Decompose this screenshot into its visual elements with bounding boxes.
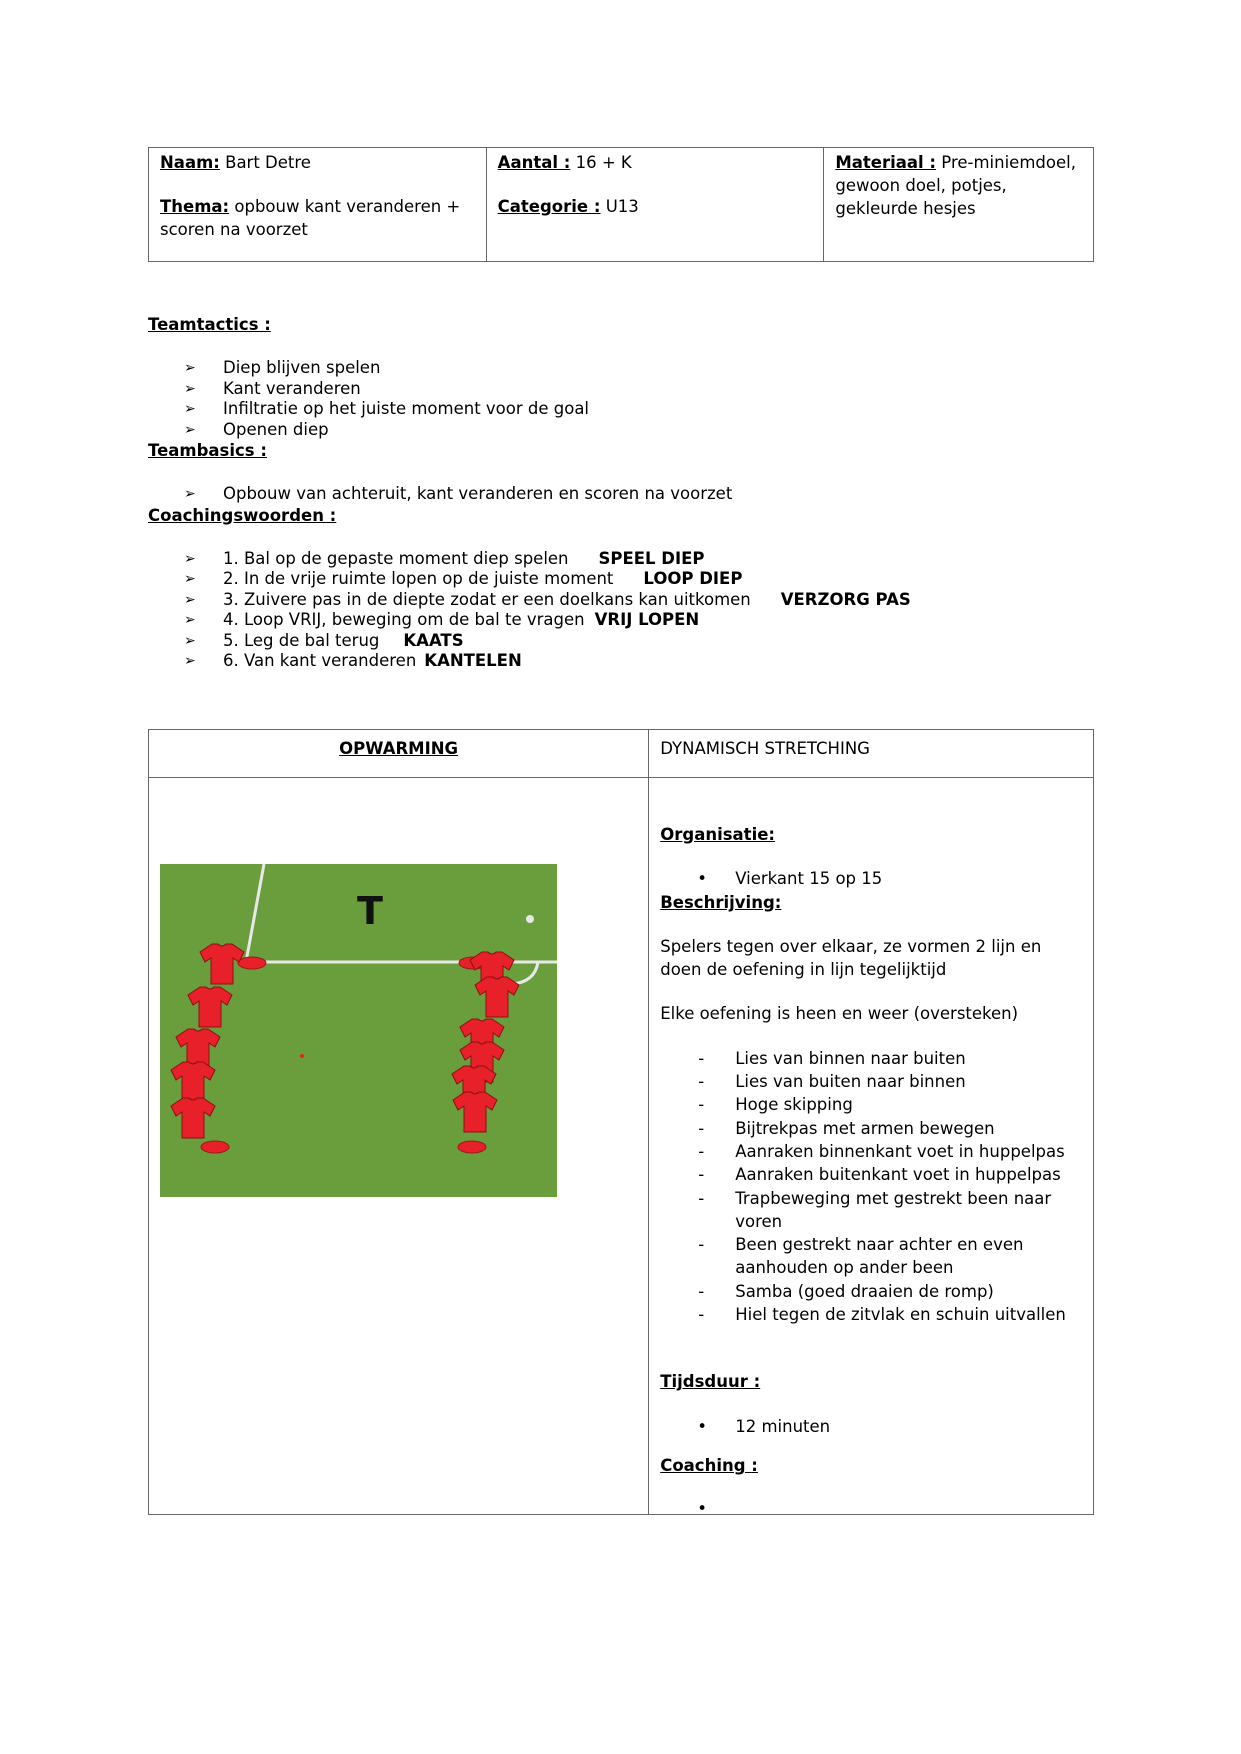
teamtactics-title: Teamtactics : xyxy=(148,315,271,334)
dash-bullet-icon: - xyxy=(698,1072,705,1092)
dash-bullet-icon: - xyxy=(698,1141,705,1161)
dash-bullet-icon: - xyxy=(698,1118,705,1138)
list-item: - Lies van buiten naar binnen xyxy=(660,1070,1082,1093)
list-item: - Lies van binnen naar buiten xyxy=(660,1047,1082,1070)
list-item: - Trapbeweging met gestrekt been naar voren xyxy=(698,1188,1052,1231)
oefeningen-list xyxy=(660,1047,1082,1327)
arrow-bullet-icon: ➢ xyxy=(184,486,196,502)
cone-icon xyxy=(201,1141,229,1153)
trainer-label: T xyxy=(357,889,383,933)
warmup-field-diagram xyxy=(160,864,557,1197)
list-item: ➢ 4. Loop VRIJ, beweging om de bal te vragen VRIJ LOPEN xyxy=(184,610,700,629)
aantal-value: 16 + K xyxy=(570,153,632,172)
list-item: - Aanraken buitenkant voet in huppelpas xyxy=(660,1163,1082,1186)
teamtactics-section xyxy=(148,314,911,672)
materiaal-label: Materiaal : xyxy=(835,153,937,172)
list-item: ➢ 2. In de vrije ruimte lopen op de juiste moment LOOP DIEP xyxy=(184,569,743,588)
arrow-bullet-icon: ➢ xyxy=(184,591,196,608)
list-item: ➢ Diep blijven spelen xyxy=(184,358,381,377)
coaching-title: Coachingswoorden : xyxy=(148,505,337,525)
arrow-bullet-icon: ➢ xyxy=(184,360,196,376)
teambasics-title: Teambasics : xyxy=(148,441,267,460)
dot-bullet-icon: • xyxy=(697,1416,707,1436)
list-item: - Samba (goed draaien de romp) xyxy=(660,1280,1082,1303)
arrow-bullet-icon: ➢ xyxy=(184,421,196,438)
cone-icon xyxy=(238,957,266,969)
arrow-bullet-icon: ➢ xyxy=(184,632,196,649)
arrow-bullet-icon: ➢ xyxy=(184,401,196,417)
thema-label: Thema: xyxy=(160,197,230,216)
beschrijving-title: Beschrijving: xyxy=(660,892,782,912)
arrow-bullet-icon: ➢ xyxy=(184,571,196,587)
thema-value: opbouw kant veranderen + scoren na voorzet xyxy=(160,197,461,239)
list-item: - Aanraken binnenkant voet in huppelpas xyxy=(660,1140,1082,1163)
materiaal-value: Pre-miniemdoel, gewoon doel, potjes, gekleurde hesjes xyxy=(835,153,1076,218)
list-item: - Hoge skipping xyxy=(660,1093,1082,1116)
dash-bullet-icon: - xyxy=(698,1305,705,1325)
header-table xyxy=(148,147,1094,262)
dash-bullet-icon: - xyxy=(698,1235,705,1255)
list-item: ➢ Openen diep xyxy=(184,419,329,439)
arrow-bullet-icon: ➢ xyxy=(184,550,196,567)
list-item: ➢ Opbouw van achteruit, kant veranderen en scoren na voorzet xyxy=(184,484,733,503)
cone-icon xyxy=(458,1141,486,1153)
organisatie-list xyxy=(660,867,1082,890)
aantal-label: Aantal : xyxy=(497,153,571,172)
exercise-left-title-cell xyxy=(149,730,649,778)
tijdsduur-title: Tijdsduur : xyxy=(660,1372,761,1392)
list-item: • 12 minuten xyxy=(660,1415,1082,1438)
categorie-label: Categorie : xyxy=(497,197,601,216)
materiaal-cell xyxy=(824,148,1094,262)
naam-value: Bart Detre xyxy=(219,153,311,172)
arrow-bullet-icon: ➢ xyxy=(184,612,196,628)
dash-bullet-icon: - xyxy=(698,1165,705,1185)
stretching-title: DYNAMISCH STRETCHING xyxy=(660,739,870,758)
categorie-value: U13 xyxy=(600,197,639,216)
list-item: • Vierkant 15 op 15 xyxy=(660,867,1082,890)
teambasics-list xyxy=(148,484,911,505)
teamtactics-list xyxy=(148,358,911,440)
arrow-bullet-icon: ➢ xyxy=(184,653,196,669)
exercise-details-cell xyxy=(649,778,1094,1519)
list-item: - Bijtrekpas met armen bewegen xyxy=(660,1117,1082,1140)
list-item: ➢ 6. Van kant veranderen KANTELEN xyxy=(184,651,522,670)
beschrijving-text-2: Elke oefening is heen en weer (oversteken) xyxy=(660,1004,1019,1024)
ball-icon xyxy=(526,915,534,923)
exercise-right-title-cell xyxy=(649,730,1094,778)
naam-label: Naam: xyxy=(160,153,220,172)
list-item: ➢ 1. Bal op de gepaste moment diep spelen SPEEL DIEP xyxy=(184,548,705,568)
dash-bullet-icon: - xyxy=(698,1095,705,1115)
dash-bullet-icon: - xyxy=(698,1188,705,1208)
dot-bullet-icon: • xyxy=(697,869,707,889)
list-item: - Hiel tegen de zitvlak en schuin uitvallen xyxy=(660,1303,1082,1326)
list-item: - Been gestrekt naar achter en even aanhouden op ander been xyxy=(698,1235,1024,1278)
naam-cell xyxy=(149,148,487,262)
list-item: ➢ 3. Zuivere pas in de diepte zodat er een doelkans kan uitkomen VERZORG PAS xyxy=(184,589,911,609)
opwarming-title: OPWARMING xyxy=(339,739,459,758)
center-marker xyxy=(300,1054,304,1058)
tijdsduur-list xyxy=(660,1415,1082,1438)
list-item: ➢ Infiltratie op het juiste moment voor de goal xyxy=(184,399,590,418)
coaching-section-title: Coaching : xyxy=(660,1455,758,1475)
dash-bullet-icon: - xyxy=(698,1281,705,1301)
arrow-bullet-icon: ➢ xyxy=(184,380,196,397)
beschrijving-text-1: Spelers tegen over elkaar, ze vormen 2 lijn en doen de oefening in lijn tegelijktijd xyxy=(660,936,1042,980)
coaching-list xyxy=(148,549,911,672)
aantal-cell xyxy=(486,148,824,262)
dash-bullet-icon: - xyxy=(698,1048,705,1068)
dot-bullet-icon: • xyxy=(697,1499,707,1519)
list-item: ➢ 5. Leg de bal terug KAATS xyxy=(184,630,464,650)
organisatie-title: Organisatie: xyxy=(660,825,776,844)
list-item: ➢ Kant veranderen xyxy=(184,378,361,398)
